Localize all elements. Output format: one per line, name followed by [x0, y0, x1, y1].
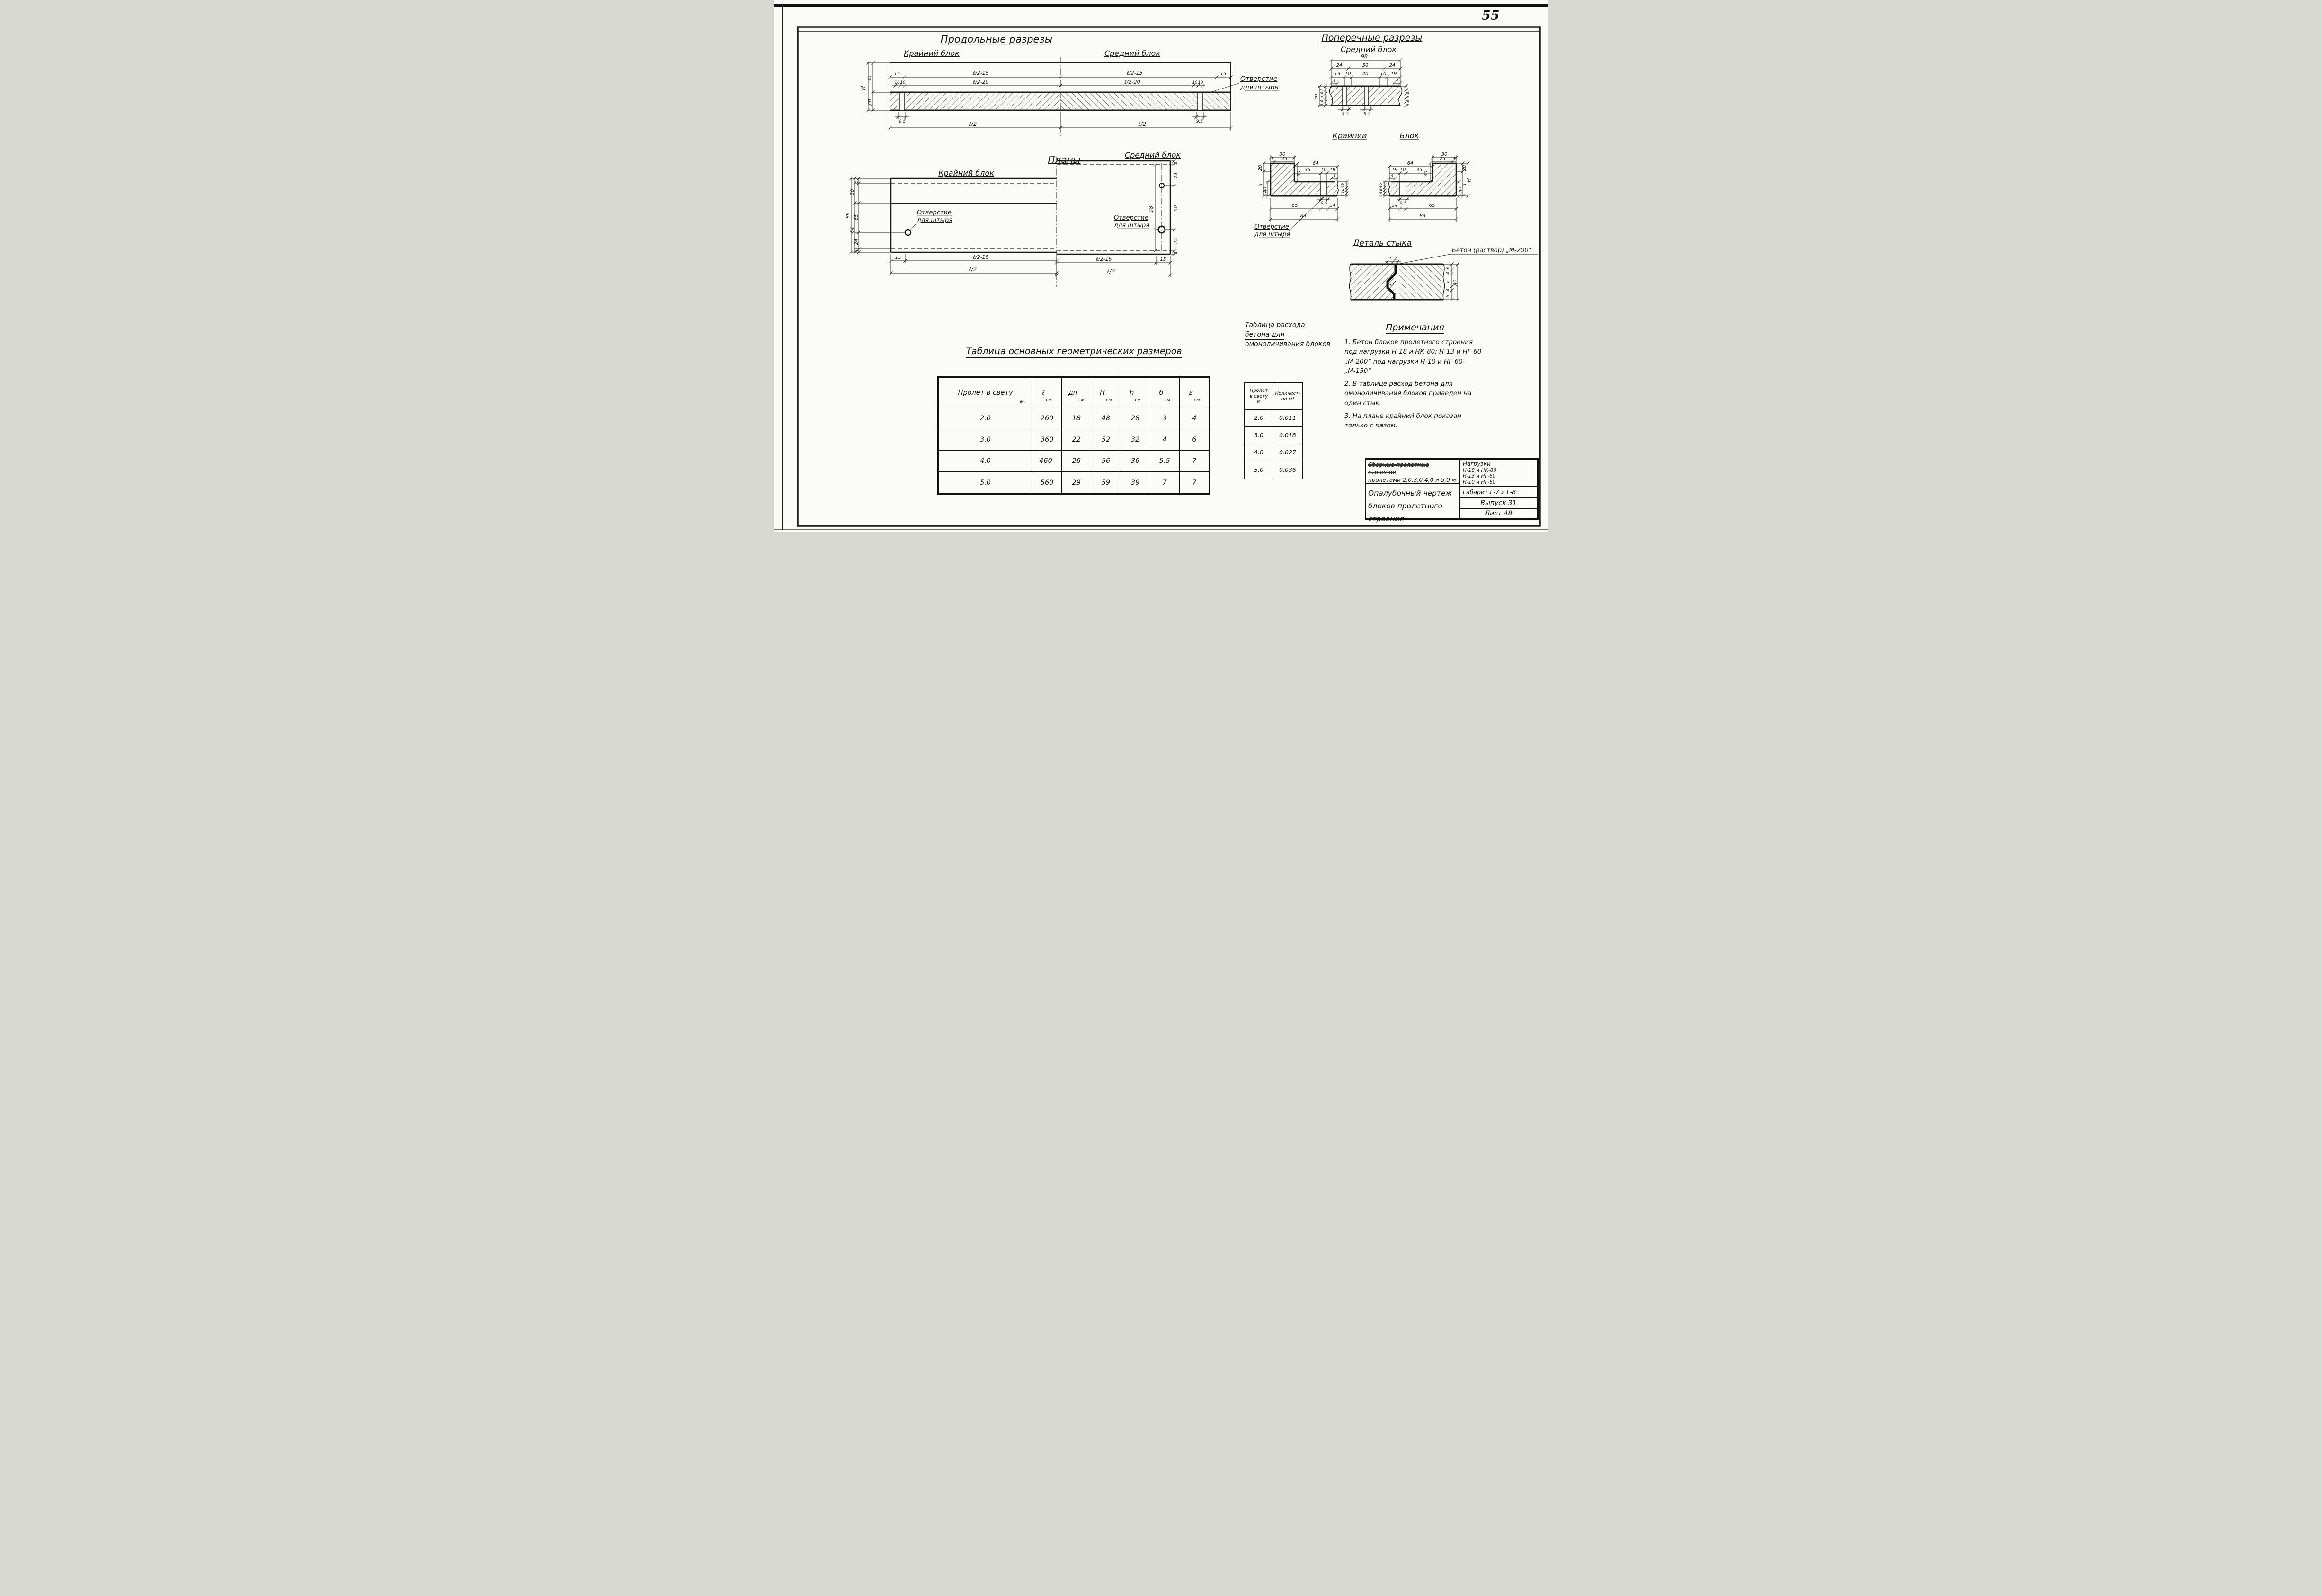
title-block-gabarit: Габарит Г-7 и Г-8 [1460, 487, 1537, 498]
cross-middle-block-title: Средний блок [1340, 45, 1397, 54]
dim-label: 4 [1174, 162, 1179, 165]
joint-detail [1349, 239, 1538, 301]
dim-label: 15 [1220, 71, 1227, 77]
dim-label: h [1257, 183, 1263, 187]
dim-label: 4 [854, 249, 859, 252]
longitudinal-middle-block-title: Средний блок [1104, 49, 1161, 58]
title-block-drawing-name: Опалубочный чертеж блоков пролетного строения [1368, 489, 1452, 523]
dim-label: 89 [1419, 213, 1426, 219]
geom-cell: 4.0 [939, 451, 1032, 472]
geom-cell: 48 [1091, 408, 1121, 429]
geom-table [937, 376, 1210, 495]
plans-title: Планы [1048, 154, 1081, 165]
joint-title: Деталь стыка [1353, 239, 1412, 248]
dim-label: 50 [1362, 63, 1369, 68]
dim-label: в [1406, 96, 1410, 98]
dim-label: ℓ/2-20 [1124, 79, 1140, 85]
concrete-table-title: Таблица расхода бетона для омоноличивания блоков [1245, 321, 1354, 349]
dim-label: 10 [1320, 168, 1327, 173]
dim-label: ℓ/2-20 [973, 79, 989, 85]
dim-label: 4 [1388, 284, 1391, 288]
dim-label: 30 [1441, 152, 1448, 157]
dim-label: 2 [1394, 257, 1397, 261]
geom-cell: 4 [1150, 429, 1180, 451]
dim-label: 35 [1416, 168, 1423, 173]
dim-label: 64 [1312, 161, 1319, 166]
concrete-col-header: Пролет в свету м [1245, 383, 1273, 410]
dowel-slot-left [899, 92, 904, 110]
dim-label: 15 [1160, 257, 1166, 262]
geom-cell: 59 [1091, 472, 1121, 493]
edge-sections-thickness-dims [1337, 180, 1392, 198]
geom-col-header: Пролет в свету м. [939, 378, 1032, 408]
hole-label-line2: для штыря [1114, 222, 1150, 229]
mortar-label: Бетон (раствор) „М-200“ [1452, 247, 1532, 254]
dim-label: 4 [1446, 289, 1450, 292]
dim-label: 4 [1341, 186, 1345, 188]
edge-cross-title-w1: Крайний [1332, 131, 1367, 140]
note-item: 1. Бетон блоков пролетного строения под нагрузки Н-18 и НК-80; Н-13 и НГ-60 „М-200“ под нагрузки Н-10 и НГ-60- „М-150“ [1344, 338, 1482, 375]
dim-label: б [1379, 183, 1383, 186]
title-block-loads: Нагрузки Н-18 и НК-80 Н-13 и НГ-60 Н-10 и НГ-60 [1460, 460, 1537, 487]
dim-label: 5 [1453, 157, 1456, 161]
dim-label: 4 [1379, 186, 1383, 188]
dim-label: 4 [1333, 79, 1336, 83]
geom-cell: 22 [1062, 429, 1091, 451]
geom-cell: 560 [1032, 472, 1062, 493]
geom-cell: 52 [1091, 429, 1121, 451]
dim-label: в [1320, 96, 1324, 98]
dim-label: 10 [900, 80, 906, 85]
geom-cell: 5.0 [939, 472, 1032, 493]
dim-label: 4 [1446, 272, 1450, 275]
geom-cell: 6 [1180, 429, 1209, 451]
dim-label: б [1320, 104, 1324, 106]
dim-label: 30 [1279, 152, 1286, 157]
geom-col-header: б см [1150, 378, 1180, 408]
geom-cell: 56 [1091, 451, 1121, 472]
geom-cell: 7 [1150, 472, 1180, 493]
dim-label: 10 [1192, 80, 1198, 85]
longitudinal-edge-block-title: Крайний блок [904, 49, 960, 58]
longitudinal-title: Продольные разрезы [940, 34, 1053, 45]
dim-label: 24 [1174, 172, 1179, 179]
dim-label: 50 [1174, 205, 1179, 212]
dim-label: 98 [1361, 53, 1368, 60]
geom-cell: 36 [1121, 451, 1150, 472]
dim-label: 4 [1320, 100, 1324, 103]
dim-label: б [1446, 295, 1450, 298]
geom-cell: 7 [1192, 479, 1197, 487]
dim-label: в [1379, 188, 1383, 191]
note-item: 3. На плане крайний блок показан только с пазом. [1344, 412, 1461, 429]
leader [1289, 197, 1324, 231]
concrete-cell: 0.036 [1279, 466, 1296, 473]
dim-label: б [1341, 194, 1345, 197]
concrete-cell: 0.027 [1273, 444, 1302, 461]
dim-label: б [1320, 88, 1324, 91]
dim-label: 4 [1388, 257, 1391, 261]
dim-label: дп [867, 99, 872, 106]
hole-label-line1: Отверстие [1114, 214, 1148, 222]
plan-middle-block-title: Средний блок [1124, 151, 1181, 160]
concrete-cell: 5.0 [1245, 461, 1273, 479]
page-number: 55 [1482, 9, 1500, 23]
geom-col-header: дп см [1062, 378, 1091, 408]
dim-label: ℓ/2 [969, 121, 977, 127]
dim-label: 64 [850, 227, 855, 233]
dim-label: ℓ/2-15 [973, 254, 989, 260]
dim-label: б [1341, 183, 1345, 186]
note-item: 2. В таблице расход бетона для омоноличивания блоков приведен на один стык. [1344, 380, 1472, 407]
geom-col-unit: м. [1020, 399, 1025, 405]
dim-label: 24 [1391, 203, 1398, 208]
concrete-cell: 4.0 [1245, 444, 1273, 461]
geom-col-header: ℓ см [1032, 378, 1062, 408]
dim-label: 24 [854, 239, 859, 245]
cross-section-edge-blocks [1254, 131, 1472, 238]
dim-label: 89 [1300, 213, 1307, 219]
dim-label: 24 [1174, 238, 1179, 244]
dim-label: 15 [894, 71, 900, 77]
dim-label: ℓ/2-15 [1096, 256, 1112, 262]
dim-label: 65 [1291, 203, 1298, 208]
dim-label: 4 [1406, 100, 1410, 103]
dim-label: 9,5 [1196, 119, 1203, 124]
geom-cell: 460- [1032, 451, 1062, 472]
dim-label: 25 [1439, 156, 1446, 161]
dim-label: 30 [1297, 170, 1302, 177]
geom-table-title-text: Таблица основных геометрических размеров [966, 346, 1182, 358]
dim-label: h [1461, 183, 1467, 187]
hole-label-line2: для штыря [1240, 84, 1279, 91]
hole-label-line2: для штыря [917, 217, 953, 224]
dim-label: дп [1314, 94, 1319, 100]
dim-label: 40 [1362, 71, 1369, 77]
dim-label: 4 [1320, 92, 1324, 95]
plans [845, 151, 1181, 287]
dim-label: 30 [1423, 170, 1429, 177]
geom-col-header: в см [1180, 378, 1209, 408]
leader [1400, 254, 1538, 264]
dim-label: ℓ/2 [1107, 268, 1115, 275]
beam-hatch-left [890, 92, 1060, 110]
dim-label: ℓ/2 [1138, 121, 1147, 127]
dim-label: 5 [1271, 157, 1274, 161]
plan-edge-dims [850, 177, 1059, 276]
drawing-sheet [774, 0, 1548, 532]
geom-col-header: h см [1121, 378, 1150, 408]
title-block-sheet: Лист 48 [1485, 510, 1512, 517]
plan-edge-block [891, 178, 1057, 252]
hole-label-line1: Отверстие [1240, 75, 1278, 83]
dim-label: 4 [1391, 173, 1394, 177]
dim-label: 4 [1341, 191, 1345, 194]
concrete-cell: 2.0 [1245, 410, 1273, 427]
geom-cell: 28 [1121, 408, 1150, 429]
dim-label: 30 [850, 189, 855, 195]
dim-label: 10 [1399, 168, 1406, 173]
dim-label: 10 [1198, 80, 1203, 85]
geom-cell: 26 [1062, 451, 1091, 472]
geom-cell: 39 [1121, 472, 1150, 493]
dim-label: 9,5 [899, 119, 906, 124]
dim-label: 20 [1462, 165, 1467, 171]
dim-label: 4 [1174, 251, 1179, 254]
dim-label: 19 [1390, 71, 1397, 77]
dim-label: H [860, 86, 866, 90]
geom-cell: 29 [1062, 472, 1091, 493]
dim-label: б [1446, 266, 1450, 269]
dim-label: ℓ/2 [969, 266, 977, 273]
dim-label: 24 [1329, 203, 1336, 208]
dim-label: 25 [1281, 156, 1288, 161]
geom-cell: 3 [1150, 408, 1180, 429]
geom-cell: 7 [1180, 451, 1209, 472]
cross-middle-body [1330, 86, 1402, 106]
concrete-col-header: Количест- во м³ [1273, 383, 1302, 410]
dim-label: 65 [854, 214, 859, 221]
geom-table-title [937, 346, 1210, 356]
dim-label: 20 [1258, 165, 1263, 171]
plan-edge-block-title: Крайний блок [938, 168, 994, 177]
dowel-hole-callout [1209, 75, 1279, 93]
dim-label: 9,5 [1363, 112, 1371, 116]
dim-label: дп [1458, 186, 1463, 193]
dim-label: 5 [854, 180, 859, 183]
dim-label: 4 [1379, 191, 1383, 194]
edge-cross-title-w2: Блок [1399, 131, 1419, 140]
dim-label: 89 [845, 212, 851, 219]
edge-section-right [1388, 163, 1456, 196]
title-block-issue: Выпуск 31 [1460, 498, 1537, 509]
geom-cell: 360 [1032, 429, 1062, 451]
cross-middle-bottom-dims [1338, 106, 1373, 111]
dowel-slot-right [1198, 92, 1202, 110]
geom-cell: 2.0 [939, 408, 1032, 429]
dim-label: 98 [1148, 206, 1154, 213]
dim-label: 19 [1391, 168, 1398, 173]
dim-label: ℓ/2-15 [1127, 70, 1143, 76]
dim-label: 9,5 [1342, 112, 1349, 116]
dim-label: 24 [1336, 63, 1343, 68]
dim-label: б [1406, 88, 1410, 91]
dim-label: 64 [1407, 161, 1414, 166]
dim-label: б [1406, 104, 1410, 106]
geom-cell: 4 [1180, 408, 1209, 429]
notes [1344, 322, 1486, 434]
geom-cell: 5,5 [1150, 451, 1180, 472]
hole-label-line1: Отверстие [917, 209, 952, 216]
hole-label-line2: для штыря [1254, 231, 1290, 238]
geom-cell: 260 [1032, 408, 1062, 429]
dim-label: ℓ/2-15 [973, 70, 989, 76]
geom-cell: 18 [1062, 408, 1091, 429]
geom-col-header: Н см [1091, 378, 1121, 408]
dim-label: в [1341, 188, 1345, 191]
dim-label: 15 [895, 255, 901, 260]
dim-label: 30 [867, 75, 872, 82]
geom-cell: 32 [1121, 429, 1150, 451]
concrete-table [1244, 382, 1303, 479]
dim-label: 4 [1333, 173, 1336, 177]
geom-cell: 3.0 [939, 429, 1032, 451]
dim-label: 10 [894, 80, 900, 85]
dim-label: 65 [1429, 203, 1435, 208]
dim-label: дп [1452, 279, 1458, 286]
cross-title: Поперечные разрезы [1321, 33, 1423, 43]
dim-label: 19 [1329, 168, 1336, 173]
dim-label: дп [1262, 186, 1267, 193]
dim-label: 4 [1396, 79, 1398, 83]
title-block [1365, 458, 1539, 523]
dim-label: в [1446, 280, 1450, 283]
dim-label: H [1466, 178, 1472, 183]
dim-label: 24 [1389, 63, 1396, 68]
joint-body [1349, 264, 1444, 300]
title-block-project: Сборные пролетные строения пролетами 2,0;3,0;4,0 и 5,0 м [1366, 460, 1459, 484]
dim-label: 9,5 [1399, 201, 1407, 206]
dim-label: 10 [1344, 71, 1351, 77]
concrete-cell: 3.0 [1245, 427, 1273, 444]
beam-hatch-right [1060, 92, 1231, 110]
longitudinal-sections [860, 34, 1279, 138]
dim-label: б [1379, 194, 1383, 197]
dim-label: 10 [1380, 71, 1387, 77]
concrete-cell: 0.018 [1273, 427, 1302, 444]
dim-label: 9,5 [1320, 201, 1328, 206]
notes-title: Примечания [1344, 322, 1486, 333]
dim-label: 19 [1334, 71, 1341, 77]
dim-label: 4 [1406, 92, 1410, 95]
cross-section-middle-block [1314, 33, 1422, 116]
hole-label-line1: Отверстие [1254, 223, 1289, 231]
concrete-cell: 0.011 [1273, 410, 1302, 427]
dim-label: 35 [1304, 168, 1311, 173]
